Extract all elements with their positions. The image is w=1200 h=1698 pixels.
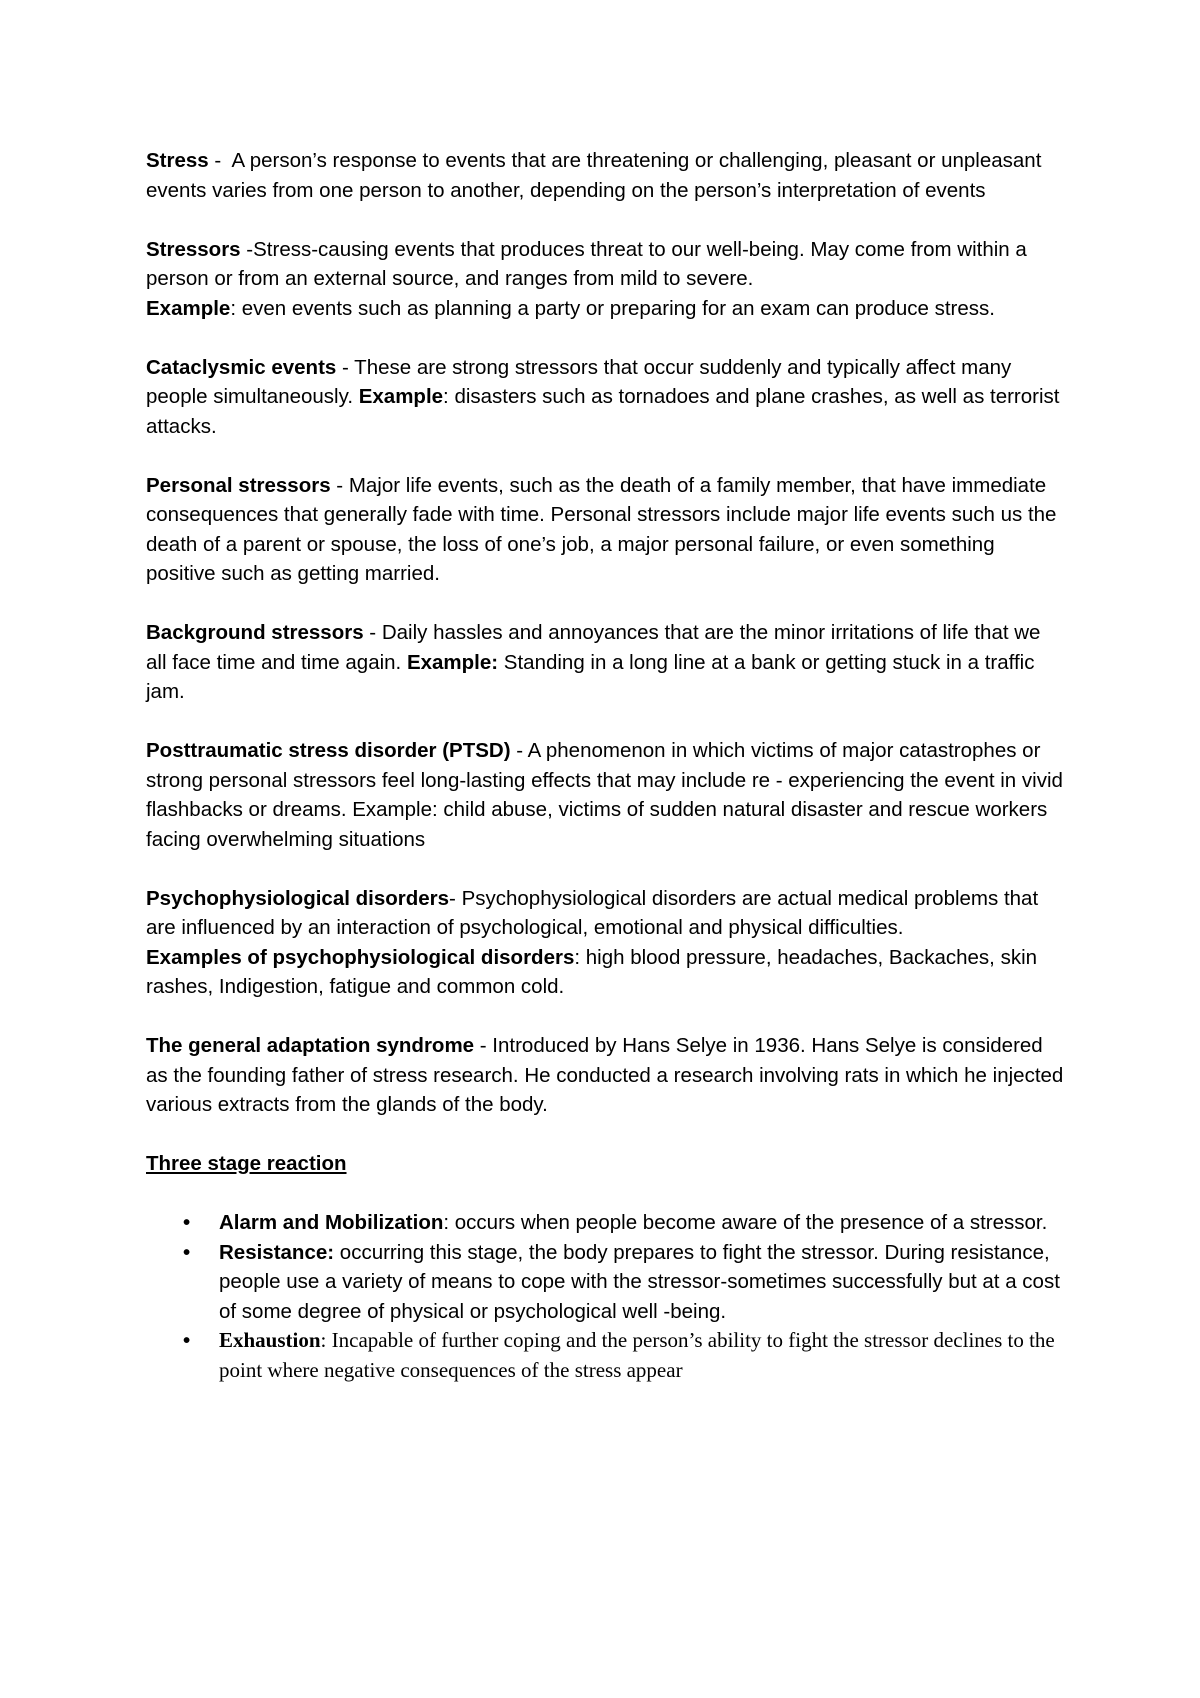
definition-background-stressors [146, 618, 1066, 707]
list-item [183, 1238, 1066, 1327]
definition-ptsd [146, 736, 1066, 854]
definition-text: These are strong stressors that occur suddenly and typically affect many people simultaneously. [146, 355, 1012, 408]
example-text: : disasters such as tornadoes and plane crashes, as well as terrorist attacks. [146, 385, 1060, 438]
definition-separator: - [336, 355, 355, 379]
definition-text: Introduced by Hans Selye in 1936. Hans Selye is considered as the founding father of stress research. He conducted a research involving rats in which he injected various extracts from the glands of the body. [146, 1034, 1064, 1116]
definition-term: Stress [146, 149, 209, 172]
definition-text: Stress-causing events that produces threat to our well-being. May come from within a person or from an external source, and ranges from mild to severe. [146, 237, 1027, 290]
definition-term: Posttraumatic stress disorder (PTSD) [146, 739, 511, 762]
stage-text: : occurs when people become aware of the presence of a stressor. [443, 1211, 1048, 1234]
stage-term: Exhaustion [219, 1328, 321, 1352]
definition-stressors [146, 235, 1066, 324]
definition-psychophysiological-disorders [146, 884, 1066, 1002]
bullet-icon: • [183, 1240, 191, 1264]
stage-text: : Incapable of further coping and the person’s ability to fight the stressor declines to the point where negative consequences of the stress appear [219, 1328, 1055, 1382]
definition-separator: - [363, 621, 382, 644]
definition-separator: - [330, 473, 349, 497]
definition-term: Personal stressors [146, 473, 331, 497]
definition-general-adaptation-syndrome [146, 1031, 1066, 1120]
example-label: Examples of psychophysiological disorders [146, 945, 575, 969]
document-body [146, 146, 1066, 1385]
example-label: Example [358, 385, 444, 408]
stage-term: Alarm and Mobilization [219, 1211, 444, 1234]
example-text: : high blood pressure, headaches, Backaches, skin rashes, Indigestion, fatigue and common cold. [146, 945, 1038, 998]
example-label: Example [146, 296, 231, 320]
definition-personal-stressors [146, 471, 1066, 589]
bullet-icon: • [183, 1211, 191, 1234]
definition-term: Background stressors [146, 621, 364, 644]
definition-separator: - [240, 237, 254, 261]
definition-text: Major life events, such as the death of a family member, that have immediate consequences that generally fade with time. Personal stressors include major life events such us the death of a parent or spouse, the loss of one’s job, a major personal failure, or even something positive such as getting married. [146, 473, 1057, 585]
list-item [183, 1326, 1066, 1385]
definition-cataclysmic-events [146, 353, 1066, 442]
stage-text: occurring this stage, the body prepares to fight the stressor. During resistance, people use a variety of means to cope with the stressor-sometimes successfully but at a cost of some degree of physical or psychological well -being. [219, 1240, 1060, 1323]
example-text: : even events such as planning a party or preparing for an exam can produce stress. [230, 296, 995, 320]
definition-term: Stressors [146, 237, 241, 261]
definition-term: Cataclysmic events [146, 355, 337, 379]
example-label: Example: [406, 650, 499, 674]
definition-text: A person’s response to events that are threatening or challenging, pleasant or unpleasant events varies from one person to another, depending on the person’s interpretation of events [146, 149, 1042, 202]
definition-separator: - [474, 1034, 493, 1057]
definition-text: Psychophysiological disorders are actual medical problems that are influenced by an interaction of psychological, emotional and physical difficulties. [146, 886, 1039, 939]
section-heading: Three stage reaction [146, 1152, 347, 1175]
definition-term: Psychophysiological disorders [146, 886, 450, 910]
definition-separator: - [449, 886, 462, 910]
list-item [183, 1208, 1066, 1238]
definition-separator: - [510, 739, 528, 762]
stages-list [146, 1208, 1066, 1385]
definition-separator: - [208, 149, 232, 172]
stage-term: Resistance: [219, 1240, 335, 1264]
definition-text: Daily hassles and annoyances that are the minor irritations of life that we all face time and time again. [146, 621, 1041, 674]
definition-term: The general adaptation syndrome [146, 1034, 475, 1057]
definition-stress [146, 146, 1066, 205]
bullet-icon: • [183, 1329, 191, 1352]
example-text: Standing in a long line at a bank or getting stuck in a traffic jam. [146, 650, 1035, 703]
definition-text: A phenomenon in which victims of major catastrophes or strong personal stressors feel long-lasting effects that may include re - experiencing the event in vivid flashbacks or dreams. Example: child abuse, victims of sudden natural disaster and rescue workers facing overwhelming situations [146, 739, 1063, 851]
